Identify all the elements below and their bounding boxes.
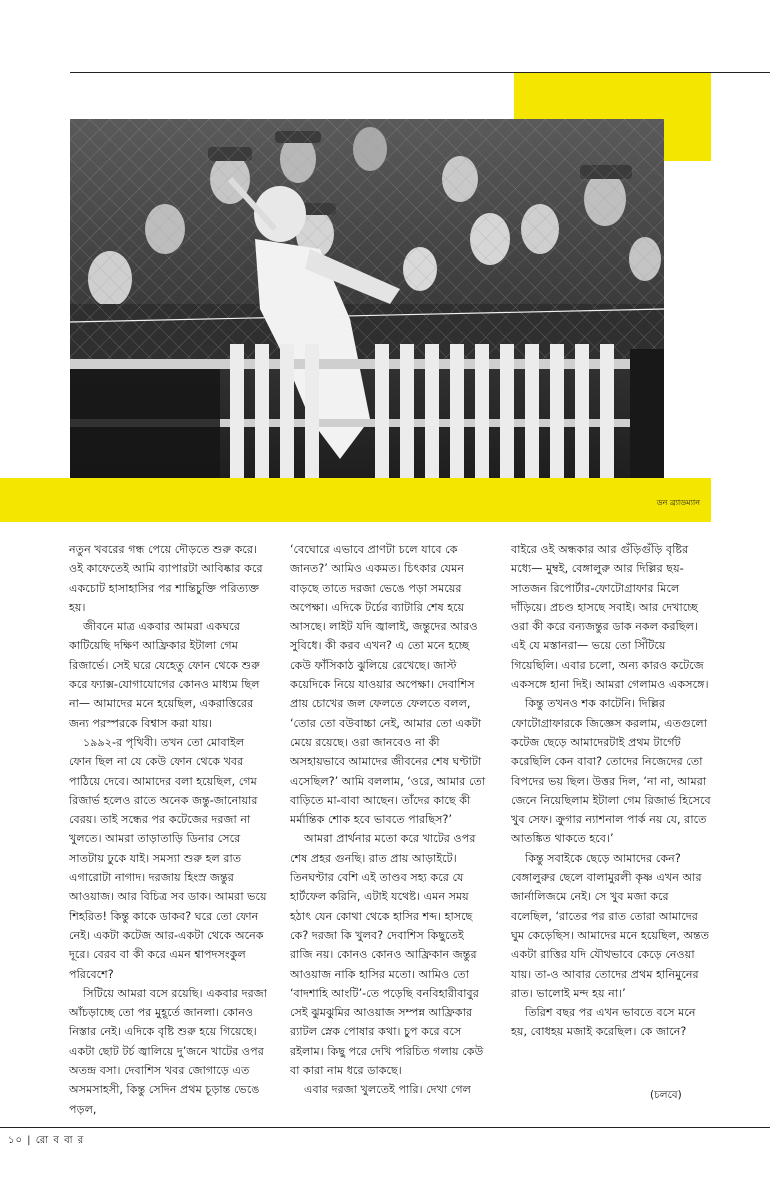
paragraph: ১৯৯২-র পৃথিবী। তখন তো মোবাইল ফোন ছিল না যে কেউ ফোন থেকে খবর পাঠিয়ে দেবে। আমাদের বলা হয়েছিল, গেম রিজার্ভ হলেও রাতে অনেক জন্তু-জানোয়ার বেরয়। তাই সন্ধের পর কটেজের দরজা না খুলতে। আমরা তাড়াতাড়ি ডিনার সেরে সাতটায় ঢুকে যাই। সমস্যা শুরু হল রাত এগারোটা নাগাদ। দরজায় হিংস্র জন্তুর আওয়াজ। আর বিচিত্র সব ডাক। আমরা ভয়ে শিহরিত! কিন্তু কাকে ডাকব? ঘরে তো ফোন নেই। একটা কটেজ আর-একটা থেকে অনেক দূরে। বেরব বা কী করে এমন শ্বাপদসংকুল পরিবেশে? [69, 735, 267, 981]
text-column-3 [511, 540, 711, 1042]
paragraph: কিন্তু সবাইকে ছেড়ে আমাদের কেন? বেঙ্গালুরুর ছেলে বালামুরলী কৃষ্ণ এখন আর জার্নালিজমে নেই। সে খুব মজা করে বলেছিল, ‘রাতের পর রাত তোরা আমাদের ঘুম কেড়েছিস। আমাদের মনে হয়েছিল, অন্তত একটা রাত্তির যদি যৌথভাবে কেড়ে নেওয়া যায়। তা-ও আবার তোদের প্রথম হানিমুনের রাত। ভালোই মন্দ হয় না।’ [511, 851, 710, 1000]
paragraph: কিন্তু তখনও শক কাটেনি। দিল্লির ফোটোগ্রাফারকে জিজ্ঞেস করলাম, এতগুলো কটেজ ছেড়ে আমাদেরটাই প্রথম টার্গেট করেছিলি কেন বাবা? তোদের নিজেদের তো বিপদের ভয় ছিল। উত্তর দিল, ‘না না, আমরা জেনে নিয়েছিলাম ইটালা গেম রিজার্ভ হিসেবে খুব সেফ। ক্রুগার ন্যাশনাল পার্ক নয় যে, রাতে আতঙ্কিত থাকতে হবে।’ [511, 697, 711, 846]
paragraph: সিটিয়ে আমরা বসে রয়েছি। একবার দরজা আঁচড়াচ্ছে তো পর মুহূর্তে জানলা। কোনও নিস্তার নেই। এদিকে বৃষ্টি শুরু হয়ে গিয়েছে। একটা ছোট টর্চ জ্বালিয়ে দু’জনে খাটের ওপর অতন্দ্র বসা। দেবাশিস খবর জোগাড়ে এত অসমসাহসী, কিন্তু সেদিন প্রথম চূড়ান্ত ভেঙে পড়ল, [69, 986, 267, 1116]
page-folio: ১০ | রো ব বা র [8, 1135, 85, 1146]
paragraph: এবার দরজা খুলতেই পারি। দেখা গেল [304, 1083, 472, 1097]
paragraph: বাইরে ওই অন্ধকার আর গুঁড়িগুঁড়ি বৃষ্টির মধ্যে— মুম্বই, বেঙ্গালুরু আর দিল্লির ছয়-সাতজন রিপোর্টার-ফোটোগ্রাফার মিলে দাঁড়িয়ে। প্রচণ্ড হাসছে সবাই। আর দেখাচ্ছে ওরা কী করে বন্যজন্তুর ডাক নকল করছিল। এই যে মস্তানরা— ভয়ে তো সিঁটিয়ে গিয়েছিলি। এবার চলো, অন্য কারও কটেজে একসঙ্গে হানা দিই। আমরা গেলামও একসঙ্গে। [511, 543, 709, 692]
paragraph: জীবনে মাত্র একবার আমরা একঘরে কাটিয়েছি দক্ষিণ আফ্রিকার ইটালা গেম রিজার্ভে। সেই ঘরে যেহেতু ফোন থেকে শুরু করে ফ্যাক্স-যোগাযোগের কোনও মাধ্যম ছিল না— আমাদের মনে হয়েছিল, একরাত্তিরের জন্য পরস্পরকে বিশ্বাস করা যায়। [69, 620, 260, 730]
photo-caption: ডন ব্র্যাডম্যান [656, 498, 700, 507]
to-be-continued: (চলবে) [650, 1089, 682, 1101]
photo-illustration [70, 119, 664, 478]
text-column-2 [290, 540, 490, 1100]
paragraph: নতুন খবরের গন্ধ পেয়ে দৌড়তে শুরু করে। ওই কাফেতেই আমি ব্যাপারটা আবিষ্কার করে একচোট হাসাহাসির পর শান্তিচুক্তি পরিত্যক্ত হয়। [69, 543, 263, 614]
paragraph: আমরা প্রার্থনার মতো করে খাটের ওপর শেষ প্রহর গুনছি। রাত প্রায় আড়াইটে। তিনঘণ্টার বেশি এই তাণ্ডব সহ্য করে যে হার্টফেল করিনি, এটাই যথেষ্ট। এমন সময় হঠাৎ যেন কোথা থেকে হাসির শব্দ। হাসছে কে? দরজা কি খুলব? দেবাশিস কিছুতেই রাজি নয়। কোনও কোনও আফ্রিকান জন্তুর আওয়াজ নাকি হাসির মতো। আমিও তো ‘বাদশাহি আংটি’-তে পড়েছি বনবিহারীবাবুর সেই ঝুমঝুমির আওয়াজ সম্পন্ন আফ্রিকার র‍্যাটল স্নেক পোষার কথা। চুপ করে বসে রইলাম। কিছু পরে দেখি পরিচিত গলায় কেউ বা কারা নাম ধরে ডাকছে। [290, 832, 484, 1078]
paragraph: তিরিশ বছর পর এখন ভাবতে বসে মনে হয়, বোধহয় মজাই করেছিল। কে জানে? [511, 1006, 696, 1039]
text-column-1 [69, 540, 269, 1119]
bottom-rule [0, 1127, 770, 1128]
paragraph: ‘বেঘোরে এভাবে প্রাণটা চলে যাবে কে জানত?’ আমিও একমত। চিৎকার যেমন বাড়ছে তাতে দরজা ভেঙে পড়া সময়ের অপেক্ষা। এদিকে টর্চের ব্যাটারি শেষ হয়ে আসছে। লাইট যদি জ্বালাই, জন্তুদের আরও সুবিধে। কী করব এখন? এ তো মনে হচ্ছে কেউ ফাঁসিকাঠ ঝুলিয়ে রেখেছে। জাস্ট কয়েদিকে নিয়ে যাওয়ার অপেক্ষা। দেবাশিস প্রায় চোখের জল ফেলতে ফেলতে বলল, ‘তোর তো বউবাচ্চা নেই, আমার তো একটা মেয়ে রয়েছে। ওরা জানবেও না কী অসহায়ভাবে আমাদের জীবনের শেষ ঘণ্টাটা এসেছিল?’ আমি বললাম, ‘ওরে, আমার তো বাড়িতে মা-বাবা আছেন। তাঁদের কাছে কী মর্মান্তিক শোক হবে ভাবতে পারছিস?’ [290, 543, 486, 827]
photo-don-bradman-batting [70, 119, 664, 478]
